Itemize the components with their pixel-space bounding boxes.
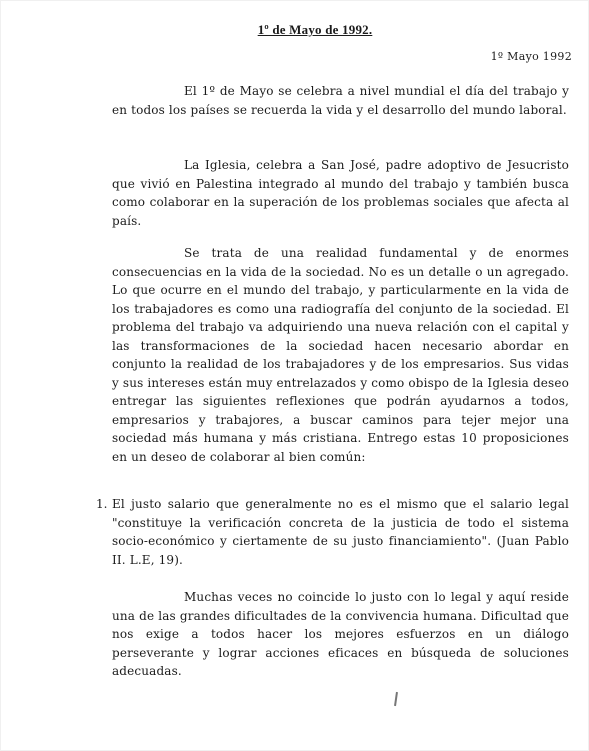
document-date: 1º Mayo 1992 [490,50,572,63]
paragraph-1: El 1º de Mayo se celebra a nivel mundial el día del trabajo y en todos los países se recuerda la vida y el desarrollo del mundo laboral. [112,84,569,117]
pen-mark [394,692,398,706]
document-title: 1º de Mayo de 1992. [257,22,373,37]
list-item-1-text: El justo salario que generalmente no es el mismo que el salario legal "constituye la verificación concreta de la justicia de todo el sistema socio-económico y ciertamente de su justo financiamiento". (Juan Pablo II. L.E, 19). [112,497,569,567]
paragraph-3: Se trata de una realidad fundamental y de enormes consecuencias en la vida de la sociedad. No es un detalle o un agregado. Lo que ocurre en el mundo del trabajo, y particularmente en la vida de los trabajadores es como una radiografía del conjunto de la sociedad. El problema del trabajo va adquiriendo una nueva relación con el capital y las transformaciones de la sociedad hacen necesario abordar en conjunto la realidad de los trabajadores y de los empresarios. Sus vidas y sus intereses están muy entrelazados y como obispo de la Iglesia deseo entregar las siguientes reflexiones que podrán ayudarnos a todos, empresarios y trabajores, a buscar caminos para tejer mejor una sociedad más humana y más cristiana. Entrego estas 10 proposiciones en un deseo de colaborar al bien común: [112,246,569,464]
paragraph-5: Muchas veces no coincide lo justo con lo legal y aquí reside una de las grandes dificultades de la convivencia humana. Dificultad que nos exige a todos hacer los mejores esfuerzos en un diálogo perseverante y lograr acciones eficaces en búsqueda de soluciones adecuadas. [112,590,569,678]
list-item-number: 1. [96,497,108,511]
paragraph-2: La Iglesia, celebra a San José, padre adoptivo de Jesucristo que vivió en Palestina integrado al mundo del trabajo y también busca como colaborar en la superación de los problemas sociales que afecta al país. [112,158,569,228]
